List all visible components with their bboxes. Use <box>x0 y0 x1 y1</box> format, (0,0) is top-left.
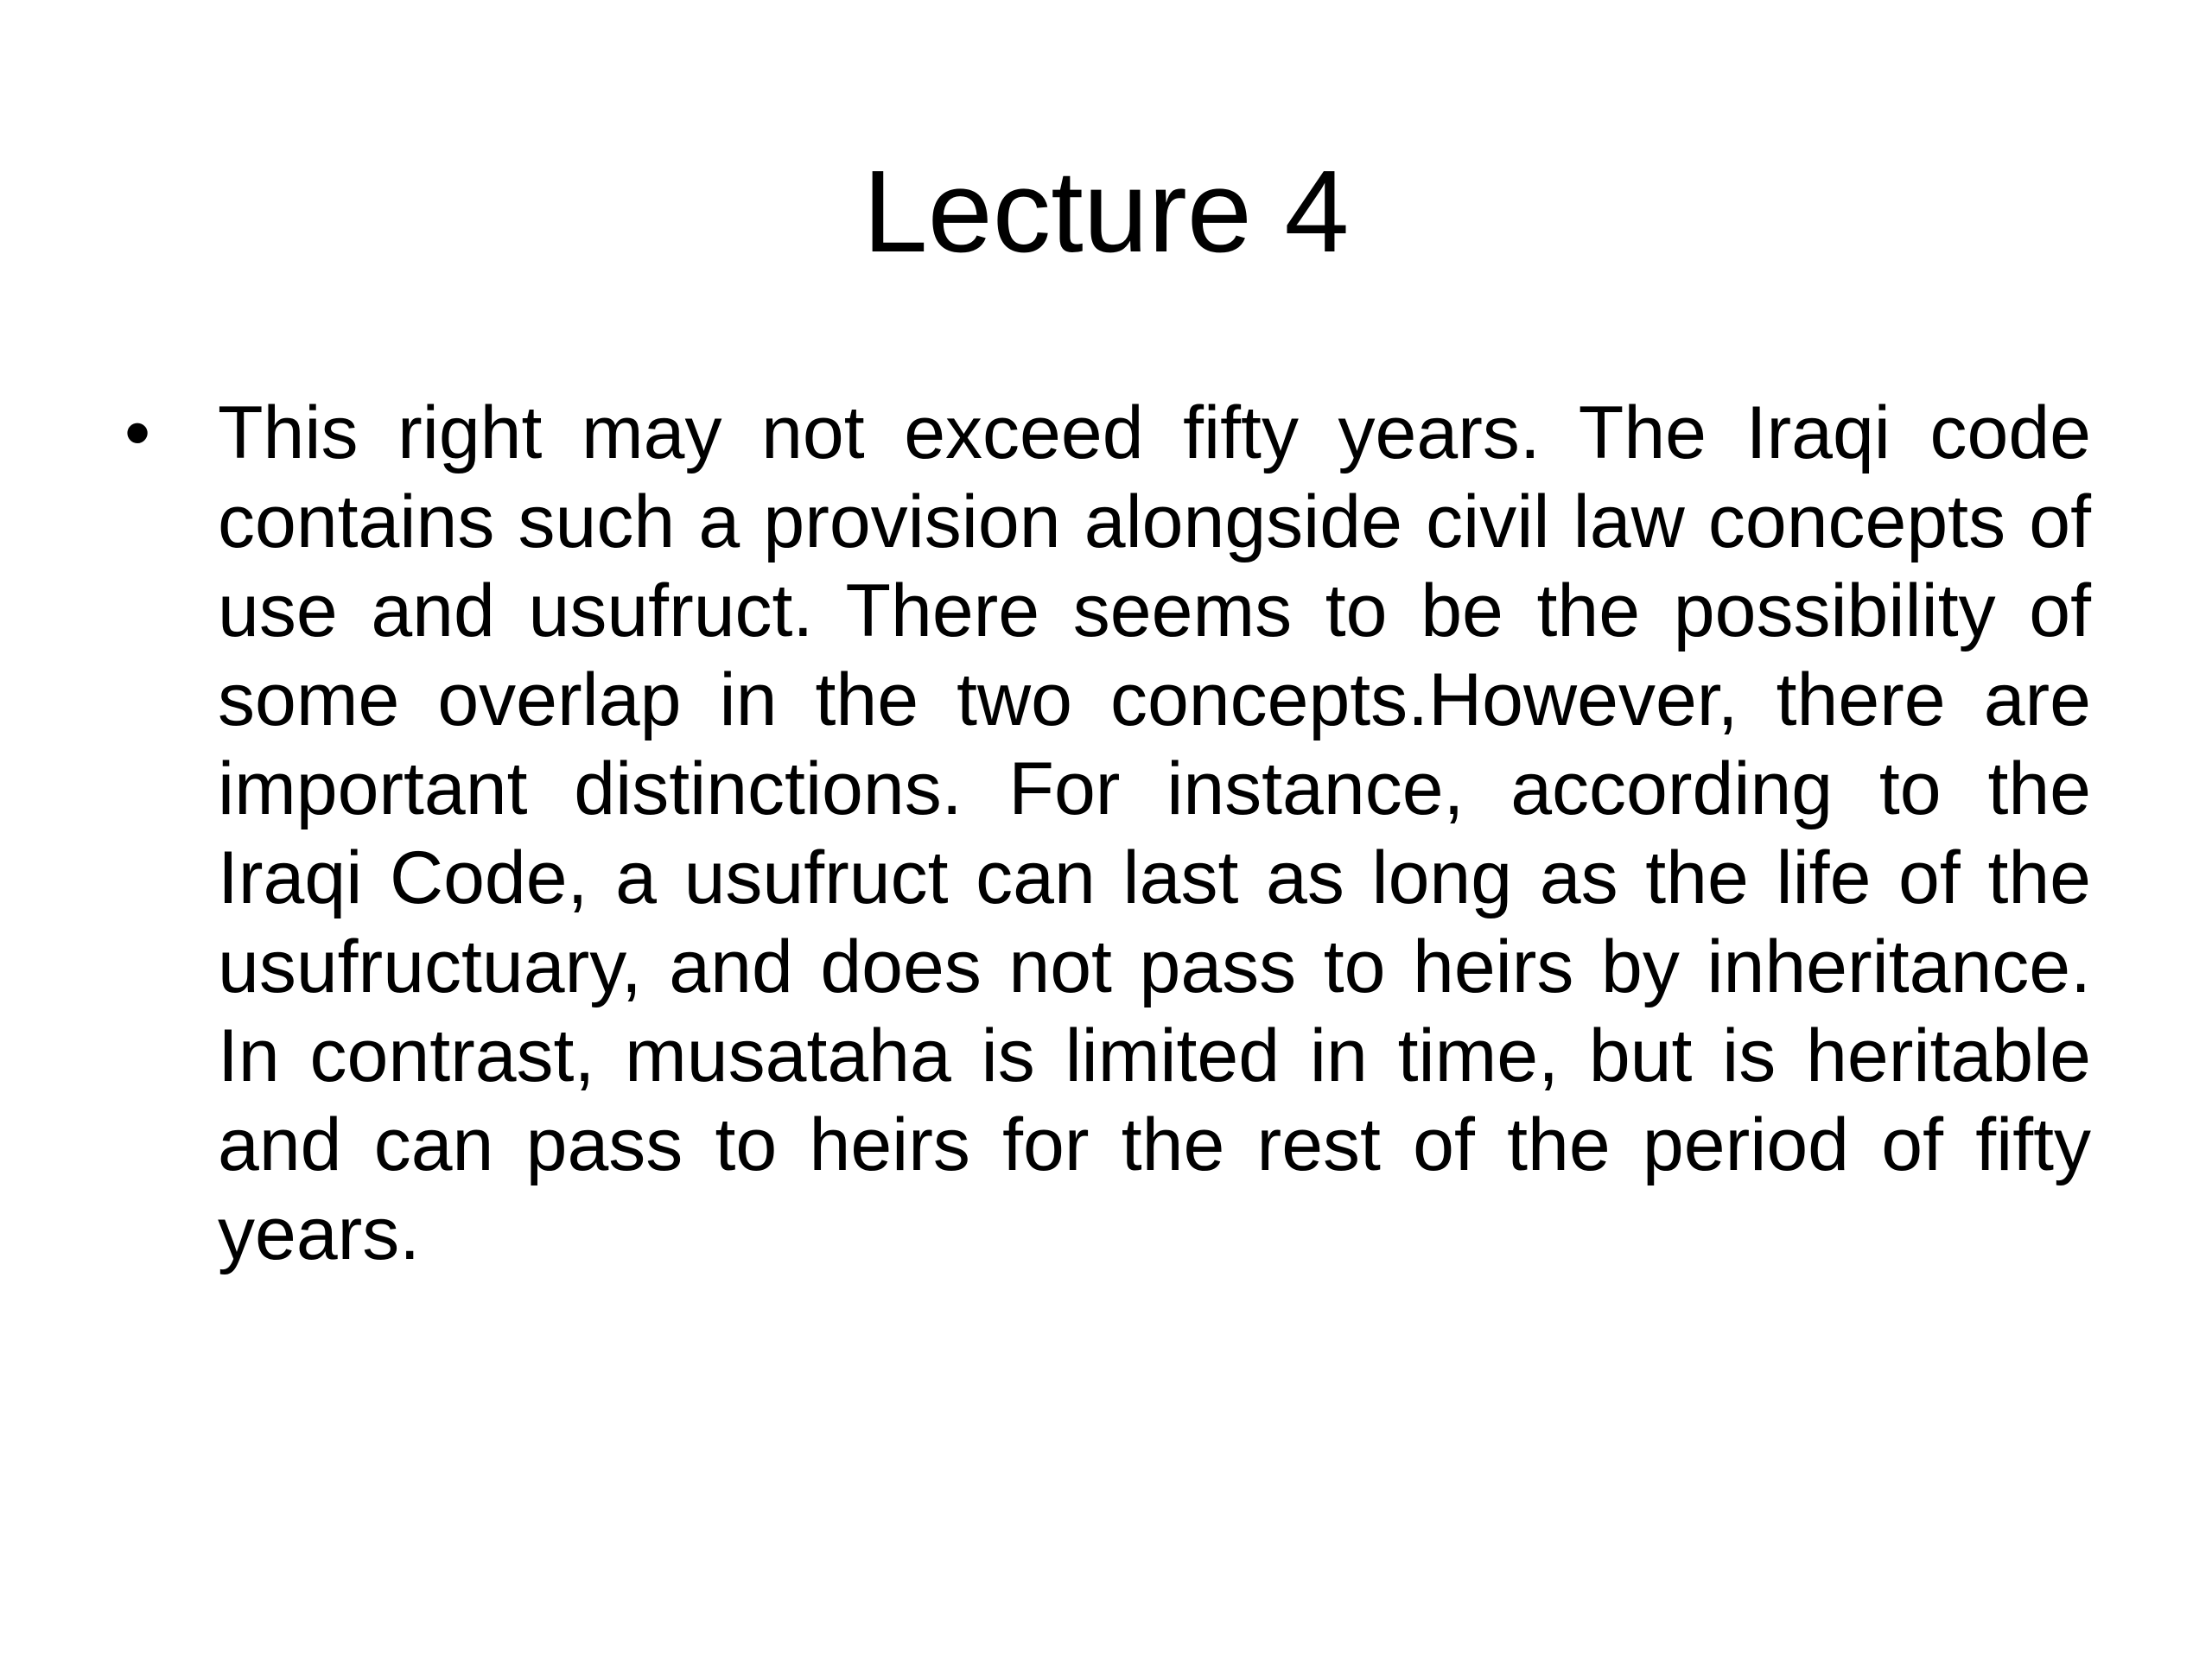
bullet-marker: • <box>124 391 151 474</box>
bullet-item <box>121 389 2091 1279</box>
slide-title: Lecture 4 <box>862 146 1350 276</box>
bullet-list <box>121 389 2091 1279</box>
bullet-text: This right may not exceed fifty years. The Iraqi code contains such a provision alongside civil law concepts of use and usufruct. There seems to be the possibility of some overlap in the two concepts.However, there are important distinctions. For instance, according to the Iraqi Code, a usufruct can last as long as the life of the usufructuary, and does not pass to heirs by inheritance. In contrast, musataha is limited in time, but is heritable and can pass to heirs for the rest of the period of fifty years. <box>218 391 2091 1275</box>
